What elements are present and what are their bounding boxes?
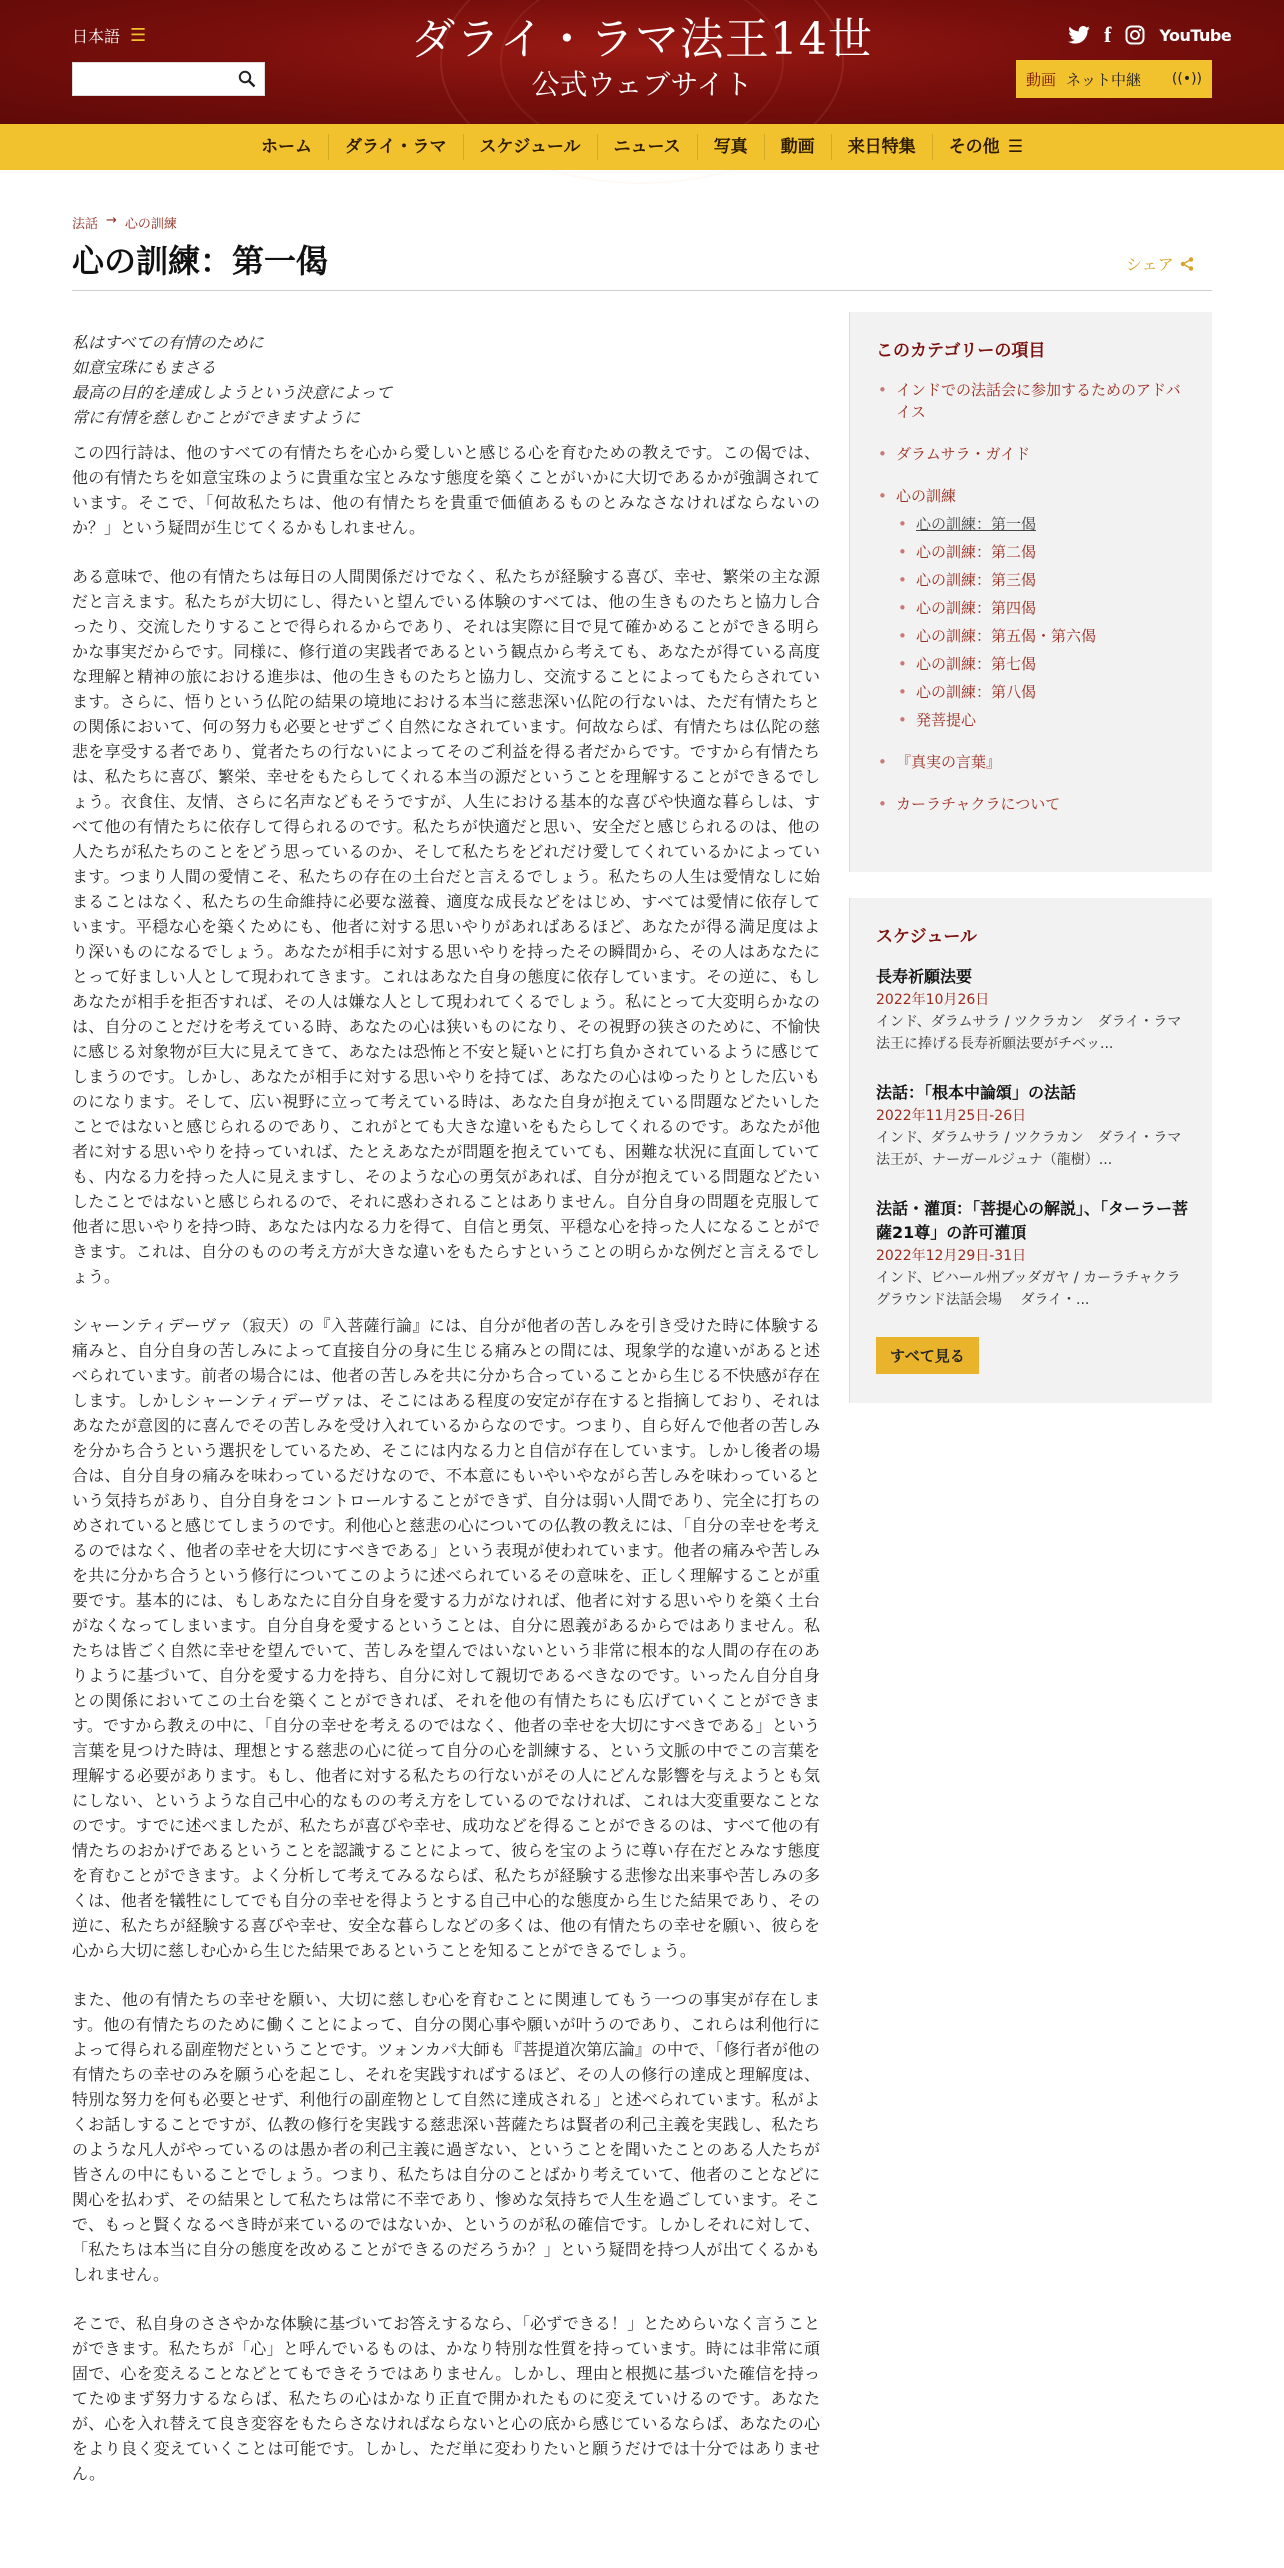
- share-label: シェア: [1126, 255, 1174, 274]
- breadcrumb: [72, 213, 177, 232]
- verse-line: 最高の目的を達成しようという決意によって: [72, 383, 393, 402]
- sub-item[interactable]: • 心の訓練：第四偈: [896, 597, 1188, 619]
- page-title: 心の訓練：第一偈: [72, 242, 329, 280]
- verse-line: 如意宝珠にもまさる: [72, 358, 217, 377]
- category-item-mind-training[interactable]: [876, 485, 1188, 731]
- category-item[interactable]: • 『真実の言葉』: [876, 751, 1188, 773]
- live-stream-label-net: ネット中継: [1066, 70, 1142, 89]
- nav-item-more[interactable]: [932, 134, 1039, 160]
- event-description: インド、ビハール州ブッダガヤ / カーラチャクラグラウンド法話会場 ダライ・...: [876, 1270, 1181, 1308]
- nav-item-news[interactable]: ニュース: [597, 134, 697, 160]
- schedule-heading: スケジュール: [876, 927, 977, 947]
- nav-item-photos[interactable]: 写真: [697, 134, 764, 160]
- nav-item-videos[interactable]: 動画: [764, 134, 831, 160]
- nav-item-japan-visit[interactable]: 来日特集: [831, 134, 932, 160]
- breadcrumb-parent[interactable]: 法話: [72, 217, 99, 232]
- sub-item-current[interactable]: • 心の訓練：第一偈: [896, 513, 1188, 535]
- category-list: [876, 379, 1188, 815]
- instagram-icon[interactable]: [1125, 25, 1145, 45]
- category-heading: このカテゴリーの項目: [876, 341, 1046, 361]
- share-icon: [1180, 257, 1194, 271]
- verse: [72, 330, 820, 430]
- category-item[interactable]: • ダラムサラ・ガイド: [876, 443, 1188, 465]
- article-paragraph: この四行詩は、他のすべての有情たちを心から愛しいと感じる心を育むための教えです。この偈では、他の有情たちを如意宝珠のように貴重な宝とみなす態度を築くことがいかに大切であるかが強調されています。そこで、「何故私たちは、他の有情たちを貴重で価値あるものとみなさなければならないのか？」という疑問が生じてくるかもしれません。: [72, 443, 820, 537]
- category-item[interactable]: • カーラチャクラについて: [876, 793, 1188, 815]
- verse-line: 常に有情を慈しむことができますように: [72, 408, 361, 427]
- sub-item[interactable]: • 心の訓練：第七偈: [896, 653, 1188, 675]
- event-date: 2022年12月29日-31日: [876, 1248, 1027, 1264]
- language-menu-icon: ☰: [130, 25, 147, 46]
- category-item[interactable]: • インドでの法話会に参加するためのアドバイス: [876, 379, 1188, 423]
- nav-item-dalai-lama[interactable]: ダライ・ラマ: [328, 134, 463, 160]
- site-title-main: ダライ・ラマ法王14世: [411, 14, 873, 65]
- event-title[interactable]: 法話：「根本中論頌」の法話: [876, 1083, 1077, 1102]
- facebook-icon[interactable]: f: [1104, 22, 1112, 47]
- event-description: インド、ダラムサラ / ツクラカン ダライ・ラマ法王に捧げる長寿祈願法要がチベッ...: [876, 1014, 1182, 1052]
- category-sub-list: [896, 513, 1188, 731]
- twitter-icon[interactable]: [1068, 26, 1090, 44]
- schedule-event[interactable]: [876, 1081, 1188, 1171]
- nav-item-home[interactable]: ホーム: [261, 137, 313, 157]
- event-title[interactable]: 長寿祈願法要: [876, 967, 973, 986]
- sub-item[interactable]: • 発菩提心: [896, 709, 1188, 731]
- language-label: 日本語: [72, 27, 121, 46]
- nav-item-schedule[interactable]: スケジュール: [463, 134, 597, 160]
- category-item-label[interactable]: 心の訓練: [896, 487, 957, 505]
- site-title-sub: 公式ウェブサイト: [531, 68, 753, 101]
- sub-item[interactable]: • 心の訓練：第八偈: [896, 681, 1188, 703]
- article-paragraph: また、他の有情たちの幸せを願い、大切に慈しむ心を育むことに関連してもう一つの事実が存在します。他の有情たちのために働くことによって、自分の関心事や願いが叶うのであり、これらは利他行によって得られる副産物だということです。ツォンカパ大師も『菩提道次第広論』の中で、「修行者が他の有情たちの幸せのみを願う心を起こし、それを実践すればするほど、その人の修行の達成と理解度は、特別な努力を何も必要とせず、利他行の副産物として自然に達成される」と述べられています。私がよくお話しすることですが、仏教の修行を実践する慈悲深い菩薩たちは賢者の利己主義を実践し、私たちのような凡人がやっているのは愚か者の利己主義に過ぎない、ということを聞いたことのある人たちが皆さんの中にもいることでしょう。つまり、私たちは自分のことばかり考えていて、他者のことなどに関心を払わず、その結果として私たちは常に不幸であり、惨めな気持ちで人生を過ごしています。そこで、もっと賢くなるべき時が来ているのではないか、というのが私の確信です。しかしそれに対して、「私たちは本当に自分の態度を改めることができるのだろうか？」という疑問を持つ人が出てくるかもしれません。: [72, 1990, 820, 2284]
- breadcrumb-separator: →: [106, 213, 117, 228]
- social-links: [1068, 22, 1231, 48]
- event-date: 2022年10月26日: [876, 992, 990, 1008]
- article-paragraph: ある意味で、他の有情たちは毎日の人間関係だけでなく、私たちが経験する喜び、幸せ、繁栄の主な源だと言えます。私たちが大切にし、得たいと望んでいる体験のすべては、他の生きものたちと協力し合ったり、交流したりすることで得られるからであり、それは実際に目で見て確かめることができる明らかな事実だからです。同様に、修行道の実践者であるという観点から考えても、あなたが得ている高度な理解と精神の旅における進歩は、他の生きものたちと協力し、交流することによってもたらされています。さらに、悟りという仏陀の結果の境地における本当に慈悲深い仏陀の行ないは、ただ有情たちとの関係において、何の努力も必要とせずごく自然になされています。何故ならば、有情たちは仏陀の慈悲を享受する者であり、覚者たちの行ないによってそのご利益を得る者だからです。ですから有情たちは、私たちに喜び、繁栄、幸せをもたらしてくれる本当の源だということを理解することができるでしょう。衣食住、友情、さらに名声などもそうですが、人生における基本的な喜びや快適な暮らしは、すべて他の有情たちに依存して得られるのです。私たちが快適だと思い、安全だと感じられるのは、他の人たちが私たちのことをどう思っているのか、そして私たちをどれだけ愛してくれているかによっています。つまり人間の愛情こそ、私たちの存在の土台だと言えるでしょう。私たちの人生は愛情なしに始まることはなく、私たちの生命維持に必要な滋養、適度な成長などをはじめ、すべては愛情に依存しています。平穏な心を築くためにも、他者に対する思いやりがあればあるほど、あなたが得る満足度はより深いものになるでしょう。あなたが相手に対する思いやりを持ったその瞬間から、その人はあなたにとって好ましい人として現われてきます。これはあなた自身の態度に依存しています。その逆に、もしあなたが相手を拒否すれば、その人は嫌な人として現われてくるでしょう。私にとって大変明らかなのは、自分のことだけを考えている時、あなたの心は狭いものになり、その視野の狭さのために、不愉快に感じる対象物が巨大に見えてきて、あなたは恐怖と不安と疑いとに打ち負かされているように感じてしまうのです。しかし、あなたが相手に対する思いやりを持てば、あなたの心はゆったりとした広いものになります。そして、広い視野に立って考えている時は、あなた自身が抱えている問題などたいしたことではないと感じられるのであり、これがとても大きな違いをもたらしてくれるのです。あなたが他者に対する思いやりを持っていれば、たとえあなたが問題を抱えていても、困難な状況に直面していても、内なる力を持った人に見えますし、そのような心の勇気があれば、自分が抱えている問題などたいしたことではないと感じられるので、それに惑わされることはありません。自分自身の問題を克服して他者に思いやりを持つ時、あなたは内なる力を得て、自信と勇気、平穏な心を持った人になることができます。これは、自分のものの考え方が大きな違いをもたらすということの明らかな例だと言えるでしょう。: [72, 567, 820, 1286]
- event-title[interactable]: 法話・灌頂：「菩提心の解説」、「ターラー菩薩21尊」の許可灌頂: [876, 1199, 1189, 1242]
- sub-item[interactable]: • 心の訓練：第三偈: [896, 569, 1188, 591]
- article-paragraph: そこで、私自身のささやかな体験に基づいてお答えするなら、「必ずできる！」とためらいなく言うことができます。私たちが「心」と呼んでいるものは、かなり特別な性質を持っています。時には非常に頑固で、心を変えることなどとてもできそうではありません。しかし、理由と根拠に基づいた確信を持ってたゆまず努力するならば、私たちの心はかなり正直で開かれたものに変えていけるのです。あなたが、心を入れ替えて良き変容をもたらさなければならないと心の底から感じているならば、あなたの心をより良く変えていくことは可能です。しかし、ただ単に変わりたいと願うだけでは十分ではありません。: [72, 2314, 820, 2483]
- event-date: 2022年11月25日-26日: [876, 1108, 1027, 1124]
- sub-item[interactable]: • 心の訓練：第五偈・第六偈: [896, 625, 1188, 647]
- breadcrumb-current[interactable]: 心の訓練: [124, 217, 177, 232]
- live-stream-button[interactable]: [1016, 60, 1212, 98]
- nav-item-more-label: その他: [948, 137, 1000, 157]
- schedule-sidebar: [849, 898, 1212, 1403]
- verse-line: 私はすべての有情のために: [72, 333, 264, 352]
- title-divider: [72, 290, 1212, 291]
- category-sidebar: [849, 312, 1212, 872]
- schedule-event[interactable]: [876, 1197, 1188, 1311]
- sub-item[interactable]: • 心の訓練：第二偈: [896, 541, 1188, 563]
- article-body: [72, 330, 820, 2510]
- live-stream-label-video: 動画: [1026, 70, 1057, 89]
- main-nav: [0, 124, 1284, 170]
- article-paragraph: シャーンティデーヴァ（寂天）の『入菩薩行論』には、自分が他者の苦しみを引き受けた時に体験する痛みと、自分自身の苦しみによって直接自分の身に生じる痛みとの間には、現象学的な違いがあると述べられています。前者の場合には、他者の苦しみを共に分かち合っていることから生じる不快感が存在します。しかしシャーンティデーヴァは、そこにはある程度の安定が存在すると指摘しており、それはあなたが意図的に喜んでその苦しみを受け入れているからなのです。つまり、自ら好んで他者の苦しみを分かち合うという選択をしているため、そこには内なる力と自信が存在しています。しかし後者の場合は、自分自身の痛みを味わっているだけなので、不本意にもいやいやながら苦しみを味わっているという気持ちがあり、自分自身をコントロールすることができず、自分は弱い人間であり、完全に打ちのめされていると感じてしまうのです。利他心と慈悲の心についての仏教の教えには、「自分の幸せを考えるのではなく、他者の幸せを大切にすべきである」という表現が使われています。他者の痛みや苦しみを共に分かち合うという修行についてこのように述べられているその意味を、正しく理解することが重要です。基本的には、もしあなたに自分自身を愛する力がなければ、他者に対する思いやりを築く土台がなくなってしまいます。自分自身を愛するということは、自分に恩義があるからではありません。私たちは皆ごく自然に幸せを望んでいて、苦しみを望んではいないという非常に根本的な人間の存在のありように基づいて、自分を愛する力を持ち、自分に対して親切であるべきなのです。いったん自分自身との関係においてこの土台を築くことができれば、それを他の有情たちにも広げていくことができます。ですから教えの中に、「自分の幸せを考えるのではなく、他者の幸せを大切にすべきである」という言葉を見つけた時は、理想とする慈悲の心に従って自分の心を訓練する、という文脈の中でこの言葉を理解する必要があります。もし、他者に対する私たちの行ないがその人にどんな影響を与えようとも気にしない、というような自己中心的なものの考え方をしているのでなければ、これは大変重要なことなのです。すでに述べましたが、私たちが喜びや幸せ、成功などを得ることができるのは、すべて他の有情たちのおかげであるということを認識することによって、彼らを宝のように尊い存在だとみなす態度を育むことができます。よく分析して考えてみるならば、私たちが経験する悲惨な出来事や苦しみの多くは、他者を犠牲にしてでも自分の幸せを得ようとする自己中心的な態度から生じた結果であり、その逆に、私たちが経験する喜びや幸せ、安全な暮らしなどの多くは、他の有情たちの幸せを願い、彼らを心から大切に慈しむ心から生じた結果であるということを知ることができるでしょう。: [72, 1316, 820, 1960]
- event-description: インド、ダラムサラ / ツクラカン ダライ・ラマ法王が、ナーガールジュナ（龍樹）...: [876, 1130, 1182, 1168]
- share-button[interactable]: [1126, 252, 1194, 275]
- site-header: [0, 0, 1284, 124]
- youtube-icon[interactable]: YouTube: [1159, 25, 1232, 45]
- schedule-event[interactable]: [876, 965, 1188, 1055]
- broadcast-icon: ((•)): [1171, 71, 1202, 87]
- more-menu-icon: ☰: [1007, 137, 1023, 157]
- see-all-button[interactable]: すべて見る: [876, 1337, 979, 1374]
